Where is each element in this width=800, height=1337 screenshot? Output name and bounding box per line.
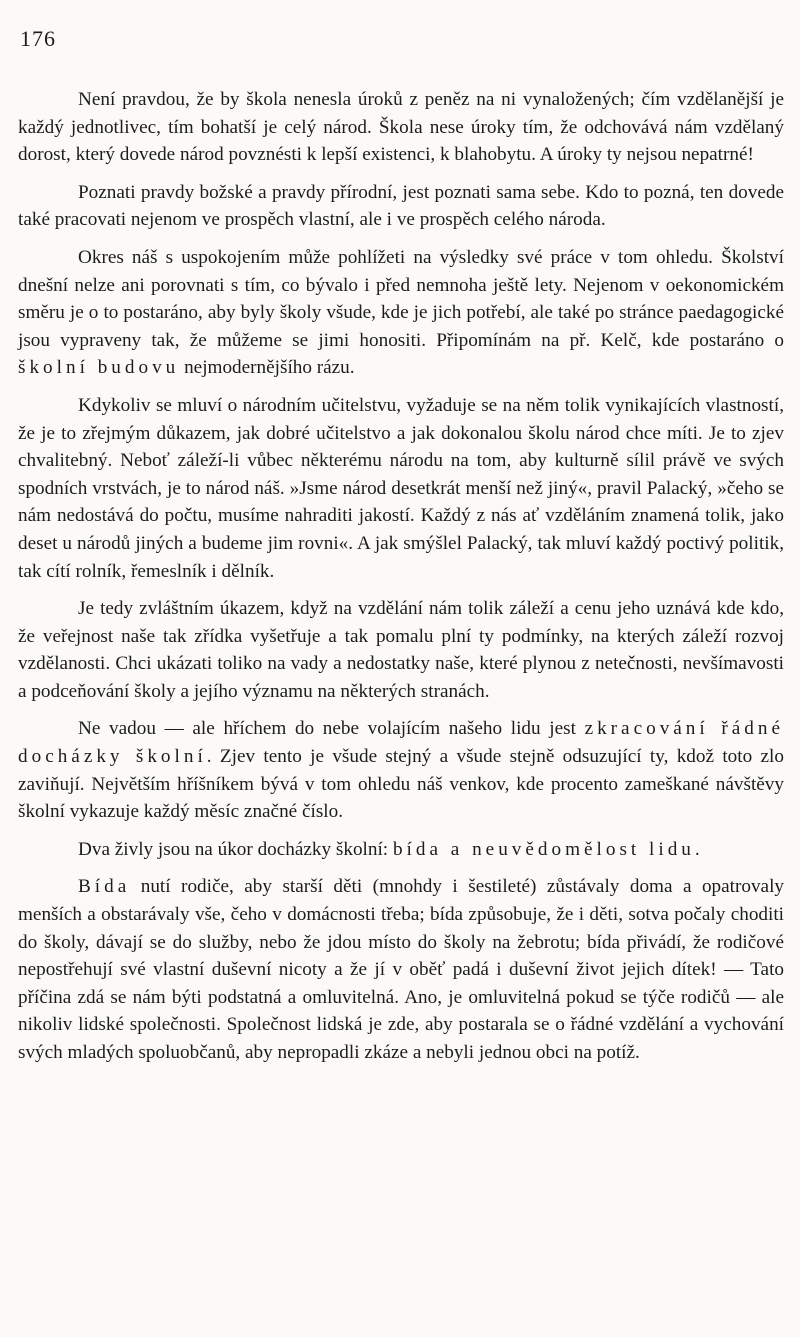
paragraph-text: Ne vadou — ale hříchem do nebe volajícím našeho lidu jest (78, 718, 585, 740)
paragraph-8 (18, 873, 784, 1066)
paragraph-text: nutí rodiče, aby starší děti (mnohdy i šestileté) zůstávaly doma a opatrovaly menších a obstarávaly vše, čeho v domácnosti třeba; bída způsobuje, že i děti, sotva počaly choditi do školy, dávají se do služby, nebo že jdou místo do školy na žebrotu; bída přivádí, že rodičové nepostřehují své vlastní duševní nicoty a že jí v oběť padá i duševní život jejich dítek! — Tato příčina zdá se nám býti podstatná a omluvitelná. Ano, je omluvitelná pokud se týče rodičů — ale nikoliv lidské společnosti. Společnost lidská je zde, aby postarala se o řádné vzdělání a vychování svých mladých spoluobčanů, aby nepropadli zkáze a nebyli jednou obci na potíž. (18, 876, 784, 1063)
paragraph-text: nejmodernějšího rázu. (179, 357, 355, 379)
paragraph-text: Poznati pravdy božské a pravdy přírodní, jest poznati sama sebe. Kdo to pozná, ten dovede také pracovati nejenom ve prospěch vlastní, ale i ve prospěch celého národa. (18, 181, 784, 231)
paragraph-5 (18, 595, 784, 705)
paragraph-text: . Zjev tento je všude stejný a všude stejně odsuzující ty, kdož toto zlo zaviňují. Největším hříšníkem bývá v tom ohledu náš venkov, kde procento zameškané návštěvy školní vykazuje každý měsíc značné číslo. (18, 746, 784, 823)
emphasized-phrase: zkracování řádné docházky školní (18, 718, 784, 768)
paragraph-2 (18, 179, 784, 234)
emphasized-phrase: bída a neuvědomělost lidu (392, 838, 695, 860)
paragraph-3 (18, 244, 784, 382)
paragraph-text: . (694, 838, 700, 860)
page-number: 176 (20, 26, 56, 51)
paragraph-6 (18, 715, 784, 825)
paragraph-1 (18, 86, 784, 169)
paragraph-text: Okres náš s uspokojením může pohlížeti na výsledky své práce v tom ohledu. Školství dnešní nelze ani porovnati s tím, co bývalo i před nemnoha ještě lety. Nejenom v oekonomickém směru je o to postaráno, aby byly školy všude, kde je jich potřebí, ale také po stránce paedagogické jsou vypraveny tak, že můžeme se jimi honositi. Připomínám na př. Kelč, kde postaráno o (18, 246, 784, 351)
paragraph-4 (18, 392, 784, 585)
body-text (18, 86, 784, 1067)
paragraph-text: Je tedy zvláštním úkazem, když na vzdělání nám tolik záleží a cenu jeho uznává kde kdo, že veřejnost naše tak zřídka vyšetřuje a tak pomalu plní ty podmínky, na kterých záleží rozvoj vzdělanosti. Chci ukázati toliko na vady a nedostatky naše, které plynou z netečnosti, nevšímavosti a podceňování školy a jejího významu na některých stranách. (18, 598, 784, 702)
paragraph-7 (18, 836, 784, 864)
paragraph-text: Dva živly jsou na úkor docházky školní: (78, 838, 393, 860)
paragraph-text: Kdykoliv se mluví o národním učitelstvu, vyžaduje se na něm tolik vynikajících vlastností, že je to zřejmým důkazem, jak dobré učitelstvo a jak dokonalou školu národ chce míti. Je to zjev chvalitebný. Neboť záleží-li vůbec některému národu na tom, aby kulturně sílil právě ve svých spodních vrstvách, je to národ náš. »Jsme národ desetkrát menší než jiný«, pravil Palacký, »čeho se nám nedostává do počtu, musíme nahraditi jakostí. Každý z nás ať vzděláním znamená tolik, jako deset u národů jiných a budeme jim rovni«. A jak smýšlel Palacký, tak mluví každý poctivý politik, tak cítí rolník, řemeslník i dělník. (18, 394, 784, 582)
emphasized-phrase: školní budovu (18, 357, 180, 379)
book-page (18, 28, 784, 1077)
paragraph-text: Není pravdou, že by škola nenesla úroků z peněz na ni vynaložených; čím vzdělanější je každý jednotlivec, tím bohatší je celý národ. Škola nese úroky tím, že odchovává nám vzdělaný dorost, který dovede národ povznésti k lepší existenci, k blahobytu. A úroky ty nejsou nepatrné! (18, 89, 784, 166)
emphasized-phrase: Bída (78, 876, 131, 898)
